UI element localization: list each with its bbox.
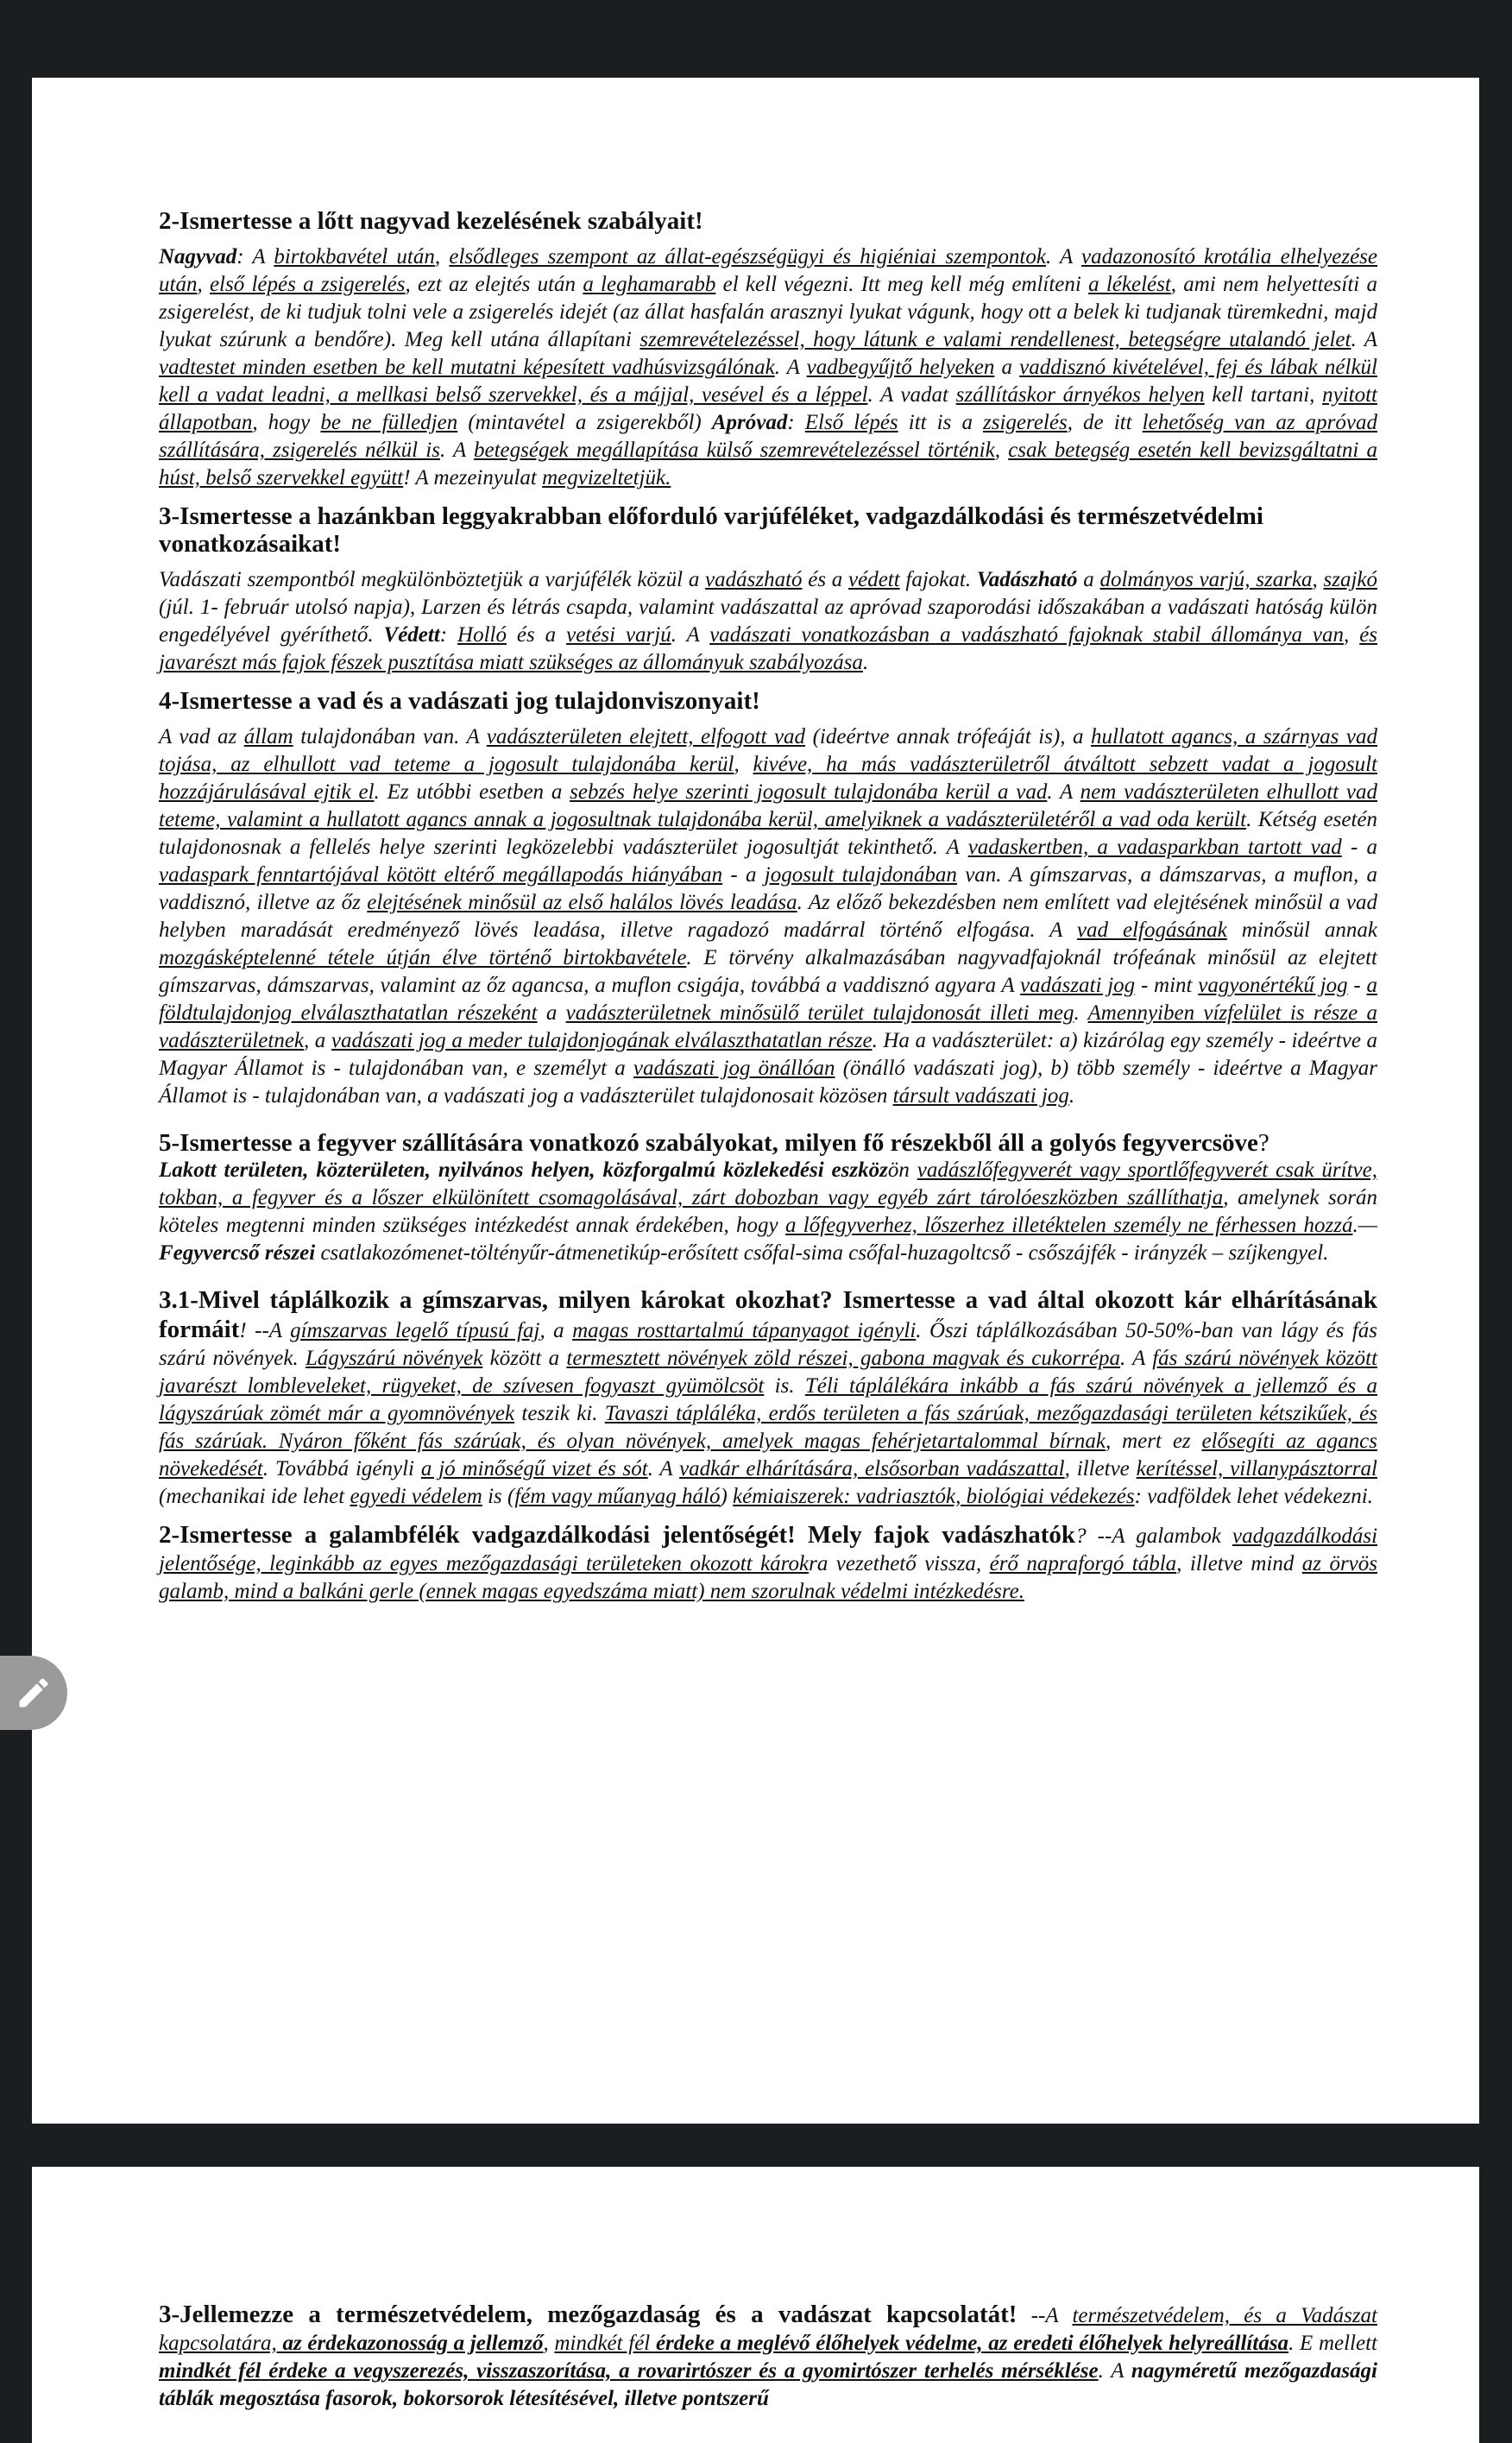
text-run: , ezt az elejtés után — [405, 273, 583, 296]
document-page-2 — [32, 2167, 1479, 2443]
text-run: . A — [1045, 245, 1081, 268]
text-run: vetési varjú — [566, 623, 671, 647]
text-run: termesztett növények zöld részei, gabona magvak és cukorrépa — [566, 1347, 1121, 1370]
question-heading: 2-Ismertesse a lőtt nagyvad kezelésének szabályait! — [159, 207, 703, 235]
text-run: . A — [1047, 780, 1080, 804]
text-run: vadaspark fenntartójával kötött eltérő megállapodás hiányában — [159, 863, 723, 887]
text-run: , — [434, 245, 450, 268]
text-run: --A — [1017, 2304, 1073, 2327]
text-run: , illetve — [1064, 1457, 1137, 1480]
answer-paragraph — [159, 243, 1377, 492]
text-run: szajkó — [1323, 568, 1378, 591]
text-run: vadászlőfegyverét vagy sportlőfegyverét csak ürítve, tokban, a fegyver és a lőszer elkülönített csomagolásával, zárt dobozban vagy egyéb zárt tárolóeszközben szállíthatja — [159, 1158, 1377, 1209]
text-run: vad elfogásának — [1076, 918, 1227, 942]
text-run: csatlakozómenet-töltényűr-átmenetikúp-erősített csőfal-sima csőfal-huzagoltcső - csőszájfék - irányzék – szíjkengyel. — [315, 1241, 1329, 1265]
text-run: is ( — [482, 1485, 515, 1508]
text-run: . A — [1098, 2359, 1131, 2383]
text-run: : — [439, 623, 458, 647]
text-run: Amennyiben vízfelület is része a vadászterületnek — [159, 1001, 1377, 1052]
text-run: A vad az — [159, 725, 244, 748]
text-run: vadazonosító krotália elhelyezése után — [159, 245, 1378, 296]
text-run: Vadászati szempontból megkülönböztetjük a varjúfélék közül a — [159, 568, 706, 591]
text-run: , a — [304, 1029, 331, 1052]
question-heading: 3-Ismertesse a hazánkban leggyakrabban előforduló varjúféléket, vadgazdálkodási és természetvédelmi vonatkozásaikat! — [159, 502, 1263, 558]
text-run: ? --A galambok — [1075, 1525, 1232, 1548]
text-run: (ideértve annak trófeáját is), a — [805, 725, 1091, 748]
text-run: , — [994, 439, 1009, 462]
text-run: a lőfegyverhez, lőszerhez illetéktelen személy ne férhessen hozzá — [784, 1214, 1353, 1237]
text-run: mozgásképtelenné tétele útján élve történő birtokbavétele — [159, 946, 687, 969]
text-run: el kell végezni. Itt meg kell még említeni — [715, 273, 1089, 296]
text-run: . A — [439, 439, 474, 462]
text-run: vadaskertben, a vadasparkban tartott vad — [967, 836, 1342, 859]
text-run: birtokbavétel után — [274, 245, 435, 268]
text-run: gímszarvas legelő típusú faj — [290, 1319, 540, 1342]
text-run: nyitott állapotban — [159, 383, 1377, 434]
text-run: vadászati jog önállóan — [633, 1057, 835, 1080]
answer-paragraph — [159, 566, 1377, 677]
text-run: és a — [507, 623, 567, 647]
text-run: be ne fülledjen — [320, 411, 458, 434]
text-run: tulajdonában van. A — [293, 725, 487, 748]
text-run: nagyméretű mezőgazdasági táblák megosztása fasorok, bokorsorok létesítésével, illetve pontszerű — [159, 2359, 1377, 2410]
text-run: természetvédelem, és a Vadászat kapcsolatára, — [159, 2304, 1377, 2355]
text-run: vadászható — [705, 568, 803, 591]
text-run: elejtésének minősül az első halálos lövés leadása — [367, 891, 797, 914]
text-run: teszik ki. — [514, 1402, 605, 1425]
text-run: , — [543, 2332, 555, 2355]
text-run: , amelynek során köteles megtenni minden szükséges intézkedést annak érdekében, hogy — [159, 1186, 1377, 1237]
text-run: sebzés helye szerinti jogosult tulajdonába kerül a vad — [570, 780, 1048, 804]
text-run: mindkét fél érdeke a vegyszerezés, visszaszorítása, a rovarirtószer és a gyomirtószer terhelés mérséklése — [159, 2359, 1099, 2383]
text-run: , de itt — [1067, 411, 1143, 434]
text-run: . E mellett — [1288, 2332, 1377, 2355]
text-run: (önálló vadászati jog), b) több személy - ideértve a Magyar Államot is - tulajdonában van, a vadászati jog a vadászterület tulajdonosait közösen — [159, 1057, 1377, 1108]
text-run: Téli táplálékára inkább a fás szárú növények a jellemző és a lágyszárúak zömét már a gyomnövények — [159, 1374, 1377, 1425]
text-run: vadbegyűjtő helyeken — [806, 356, 995, 379]
answer-paragraph — [159, 1157, 1377, 1267]
text-run: dolmányos varjú, szarka — [1099, 568, 1313, 591]
text-run: hullatott agancs, a szárnyas vad tojása, az elhullott vad teteme a jogosult tulajdonába kerül — [159, 725, 1377, 776]
text-run: ! --A — [239, 1319, 291, 1342]
answer-paragraph — [159, 2301, 1377, 2413]
text-run: , mert ez — [1106, 1430, 1202, 1453]
question-mark: ? — [1257, 1129, 1269, 1157]
text-run: fém vagy műanyag háló — [514, 1485, 721, 1508]
text-run: csak betegség esetén kell bevizsgáltatni a húst, belső szervekkel együtt — [159, 439, 1377, 489]
text-run: van. A gímszarvas, a dámszarvas, a muflon, a vaddisznó, illetve az őz — [159, 863, 1377, 914]
text-run: - mint — [1135, 974, 1199, 997]
text-run: lehetőség van az apróvad szállítására, zsigerelés nélkül is — [159, 411, 1378, 462]
text-run: . E törvény alkalmazásában nagyvadfajoknál trófeának minősül az elejtett gímszarvas, dámszarvas, valamint az őz agancsa, a muflon csigája, továbbá a vaddisznó agyara A — [159, 946, 1377, 997]
text-run: vadászati jog a meder tulajdonjogának elválaszthatatlan része — [331, 1029, 873, 1052]
text-run: . — [1068, 1084, 1075, 1108]
text-run: . Kétség esetén tulajdonosnak a fellelés helye szerinti legközelebbi vadászterület jogosultját tekinthető. A — [159, 808, 1377, 859]
answer-paragraph — [159, 723, 1377, 1110]
text-run: Holló — [457, 623, 507, 647]
text-run: a földtulajdonjog elválaszthatatlan részeként — [159, 974, 1377, 1025]
text-run: jogosult tulajdonában — [764, 863, 957, 887]
text-run: . A — [774, 356, 807, 379]
text-run: fás szárú növények között javarészt lombleveleket, rügyeket, de szívesen fogyaszt gyümölcsöt — [159, 1347, 1378, 1398]
text-run: a — [994, 356, 1020, 379]
text-run: első lépés a zsigerelés — [209, 273, 406, 296]
text-run: . — [1074, 1001, 1088, 1025]
text-run: vadkár elhárítására, elsősorban vadászattal — [679, 1457, 1065, 1480]
text-run: betegségek megállapítása külső szemrevételezéssel történik — [473, 439, 995, 462]
text-run: itt is a — [898, 411, 984, 434]
text-run: , a — [539, 1319, 573, 1342]
text-run: érdeke a meglévő élőhelyek védelme, az eredeti élőhelyek helyreállítása — [655, 2332, 1289, 2355]
question-heading: 2-Ismertesse a galambfélék vadgazdálkodási jelentőségét! Mely fajok vadászhatók — [159, 1521, 1076, 1549]
text-run: kivéve, ha más vadászterületről átváltott sebzett vadat a jogosult hozzájárulásával ejtik el — [159, 753, 1377, 804]
text-run: elősegíti az agancs növekedését — [159, 1430, 1378, 1480]
text-run: Apróvad — [711, 411, 788, 434]
text-run: .— — [1352, 1214, 1377, 1237]
text-run: vagyonértékű jog — [1198, 974, 1348, 997]
question-heading: 3.1-Mivel táplálkozik a gímszarvas, milyen károkat okozhat? Ismertesse a vad által okozott kár elhárításának formáit — [159, 1286, 1377, 1343]
text-run: Vadászható — [976, 568, 1078, 591]
text-run: Lágyszárú növények — [305, 1347, 483, 1370]
text-run: , ami nem helyettesíti a zsigerelést, de ki tudjuk tolni vele a zsigerelés idejét (az állat hasfalán arasznyi lyukat vágunk, hogy ott a belek ki tudjanak türemkedni, majd lyukat szúrunk a bendőre). Meg kell utána állapítani — [159, 273, 1377, 351]
text-run: a lékelést — [1088, 273, 1171, 296]
text-run: , — [734, 753, 753, 776]
text-run: vadászterületen elejtett, elfogott vad — [486, 725, 806, 748]
text-run: - — [1347, 974, 1367, 997]
text-run: szállításkor árnyékos helyen — [955, 383, 1205, 407]
text-run: (júl. 1- február utolsó napja), Larzen és létrás csapda, valamint vadászattal az apróvad szaporodási időszakában a vadászati hatóság külön engedélyével gyéríthető. — [159, 596, 1377, 647]
text-run: vadtestet minden esetben be kell mutatni képesített vadhúsvizsgálónak — [159, 356, 775, 379]
text-run: . Az előző bekezdésben nem említett vad elejtésének minősül a vad helyben maradását eredményező lövés leadása, illetve ragadozó madárral történő elfogása. A — [159, 891, 1377, 942]
document-page-1 — [32, 78, 1479, 2124]
text-run: vadászterületnek minősülő terület tulajdonosát illeti meg — [565, 1001, 1074, 1025]
text-run: (mechanikai ide lehet — [159, 1485, 350, 1508]
text-run: ! A mezeinyulat — [403, 466, 543, 489]
question-heading — [159, 1129, 1377, 1157]
text-run: a — [1077, 568, 1100, 591]
text-run: , — [197, 273, 210, 296]
answer-text — [159, 1319, 1377, 1508]
answer-paragraph — [159, 1286, 1377, 1511]
text-run: és javarészt más fajok fészek pusztítása miatt szükséges az állományuk szabályozása — [159, 623, 1378, 674]
text-run: , illetve mind — [1176, 1552, 1302, 1575]
text-run: ra vezethető vissza, — [809, 1552, 990, 1575]
text-run: az örvös galamb, mind a balkáni gerle (ennek magas egyedszáma miatt) nem szorulnak védelmi intézkedésre. — [159, 1552, 1378, 1603]
text-run: vadgazdálkodási jelentősége, leginkább az egyes mezőgazdasági területeken okozott károk — [159, 1525, 1378, 1575]
text-run: . Továbbá igényli — [262, 1457, 421, 1480]
text-run: . A — [647, 1457, 680, 1480]
text-run: és a — [802, 568, 849, 591]
text-run: . A — [671, 623, 710, 647]
text-run: - a — [1341, 836, 1377, 859]
text-run: , — [1312, 568, 1324, 591]
text-run: Védett — [383, 623, 440, 647]
text-run: Nagyvad — [159, 245, 237, 268]
pencil-icon — [15, 1674, 53, 1712]
text-run: fajokat. — [899, 568, 977, 591]
text-run: , hogy — [252, 411, 321, 434]
text-run: vadászati jog — [1020, 974, 1136, 997]
text-run: nem vadászterületen elhullott vad teteme, valamint a hullatott agancs annak a jogosultnak tulajdonába kerül, amelyiknek a vadászterületéről a vad oda került — [159, 780, 1378, 831]
text-run: magas rosttartalmú tápanyagot igényli — [572, 1319, 917, 1342]
page-2-content — [159, 2301, 1377, 2423]
text-run: társult vadászati jog — [892, 1084, 1069, 1108]
text-run: zsigerelés — [983, 411, 1068, 434]
text-run: a leghamarabb — [583, 273, 716, 296]
text-run: védett — [848, 568, 900, 591]
text-run: állam — [243, 725, 293, 748]
text-run: kerítéssel, villanypásztorral — [1136, 1457, 1377, 1480]
text-run: : — [787, 411, 805, 434]
text-run: : vadföldek lehet védekezni. — [1134, 1485, 1373, 1508]
text-run: . A vadat — [867, 383, 956, 407]
text-run: . — [862, 651, 869, 674]
text-run: minősül annak — [1226, 918, 1377, 942]
text-run: Tavaszi tápláléka, erdős területen a fás szárúak, mezőgazdasági területen kétszikűek, és fás szárúak. Nyáron főként fás szárúak, és olyan növények, amelyek magas fehérjetartalommal bírnak — [159, 1402, 1377, 1453]
text-run: mindkét fél — [554, 2332, 656, 2355]
question-heading: 4-Ismertesse a vad és a vadászati jog tulajdonviszonyait! — [159, 687, 760, 715]
text-run: (mintavétel a zsigerekből) — [457, 411, 712, 434]
text-run: Első lépés — [804, 411, 898, 434]
text-run: megvizeltetjük. — [542, 466, 671, 489]
text-run: is. — [764, 1374, 805, 1398]
text-run: . A — [1120, 1347, 1153, 1370]
text-run: vadászati vonatkozásban a vadászható fajoknak stabil állománya van — [709, 623, 1344, 647]
text-run: . A — [1351, 328, 1377, 351]
text-run: ön — [887, 1158, 917, 1182]
text-run: érő napraforgó tábla — [989, 1552, 1177, 1575]
text-run: kémiaiszerek: vadriasztók, biológiai védekezés — [733, 1485, 1135, 1508]
text-run: a jó minőségű vizet és sót — [420, 1457, 648, 1480]
text-run: kell tartani, — [1204, 383, 1323, 407]
answer-paragraph — [159, 1521, 1377, 1606]
text-run: egyedi védelem — [350, 1485, 482, 1508]
text-run: Fegyvercső részei — [159, 1241, 316, 1265]
text-run: között a — [482, 1347, 567, 1370]
question-text: 5-Ismertesse a fegyver szállítására vonatkozó szabályokat, milyen fő részekből áll a golyós fegyvercsöve — [159, 1129, 1258, 1157]
text-run: Lakott területen, közterületen, nyilvános helyen, közforgalmú közlekedési eszköz — [159, 1158, 888, 1182]
text-run: : A — [236, 245, 274, 268]
text-run: - a — [722, 863, 765, 887]
text-run: vaddisznó kivételével, fej és lábak nélkül kell a vadat leadni, a mellkasi belső szervekkel, és a májjal, vesével és a léppel — [159, 356, 1377, 407]
text-run: elsődleges szempont az állat-egészségügyi és higiéniai szempontok — [449, 245, 1046, 268]
page-1-content — [159, 207, 1377, 1616]
text-run: szemrevételezéssel, hogy látunk e valami rendellenest, betegségre utalandó jelet — [639, 328, 1351, 351]
text-run: a — [537, 1001, 566, 1025]
text-run: , — [1344, 623, 1360, 647]
text-run: az érdekazonosság a jellemző — [282, 2332, 544, 2355]
question-heading: 3-Jellemezze a természetvédelem, mezőgazdaság és a vadászat kapcsolatát! — [159, 2301, 1017, 2328]
text-run: . Őszi táplálkozásában 50-50%-ban van lágy és fás szárú növények. — [159, 1319, 1378, 1370]
text-run: . Ha a vadászterület: a) kizárólag egy személy - ideértve a Magyar Államot is - tulajdonában van, e személyt a — [159, 1029, 1378, 1080]
text-run: . Ez utóbbi esetben a — [374, 780, 570, 804]
text-run: ) — [720, 1485, 734, 1508]
